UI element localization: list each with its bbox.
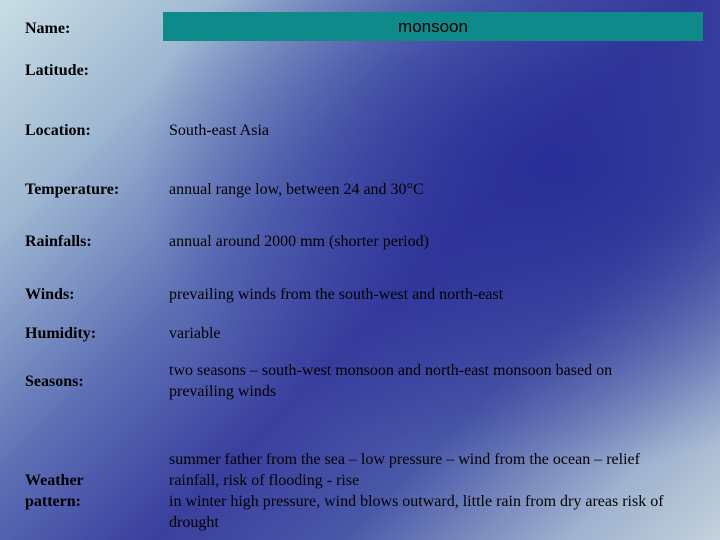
location-value: South-east Asia	[169, 122, 269, 139]
name-label: Name:	[25, 20, 71, 37]
weather-pattern-label	[25, 470, 84, 512]
winds-label: Winds:	[25, 286, 75, 303]
rainfalls-label: Rainfalls:	[25, 233, 92, 250]
rainfalls-value: annual around 2000 mm (shorter period)	[169, 233, 429, 250]
location-label: Location:	[25, 122, 91, 139]
weather-pattern-line1: summer father from the sea – low pressure – wind from the ocean – relief rainfall, risk of flooding - rise	[169, 451, 640, 489]
weather-pattern-label-line1: Weather	[25, 472, 84, 489]
humidity-value: variable	[169, 325, 221, 342]
winds-value: prevailing winds from the south-west and north-east	[169, 286, 504, 303]
name-banner: monsoon	[163, 12, 703, 41]
weather-pattern-value	[169, 449, 689, 533]
weather-pattern-label-line2: pattern:	[25, 493, 81, 510]
seasons-label: Seasons:	[25, 373, 84, 390]
seasons-value: two seasons – south-west monsoon and north-east monsoon based on prevailing winds	[169, 362, 613, 400]
latitude-label: Latitude:	[25, 62, 89, 79]
temperature-value: annual range low, between 24 and 30°C	[169, 181, 424, 198]
temperature-label: Temperature:	[25, 181, 120, 198]
weather-pattern-line2: in winter high pressure, wind blows outward, little rain from dry areas risk of drought	[169, 493, 664, 531]
humidity-label: Humidity:	[25, 325, 97, 342]
